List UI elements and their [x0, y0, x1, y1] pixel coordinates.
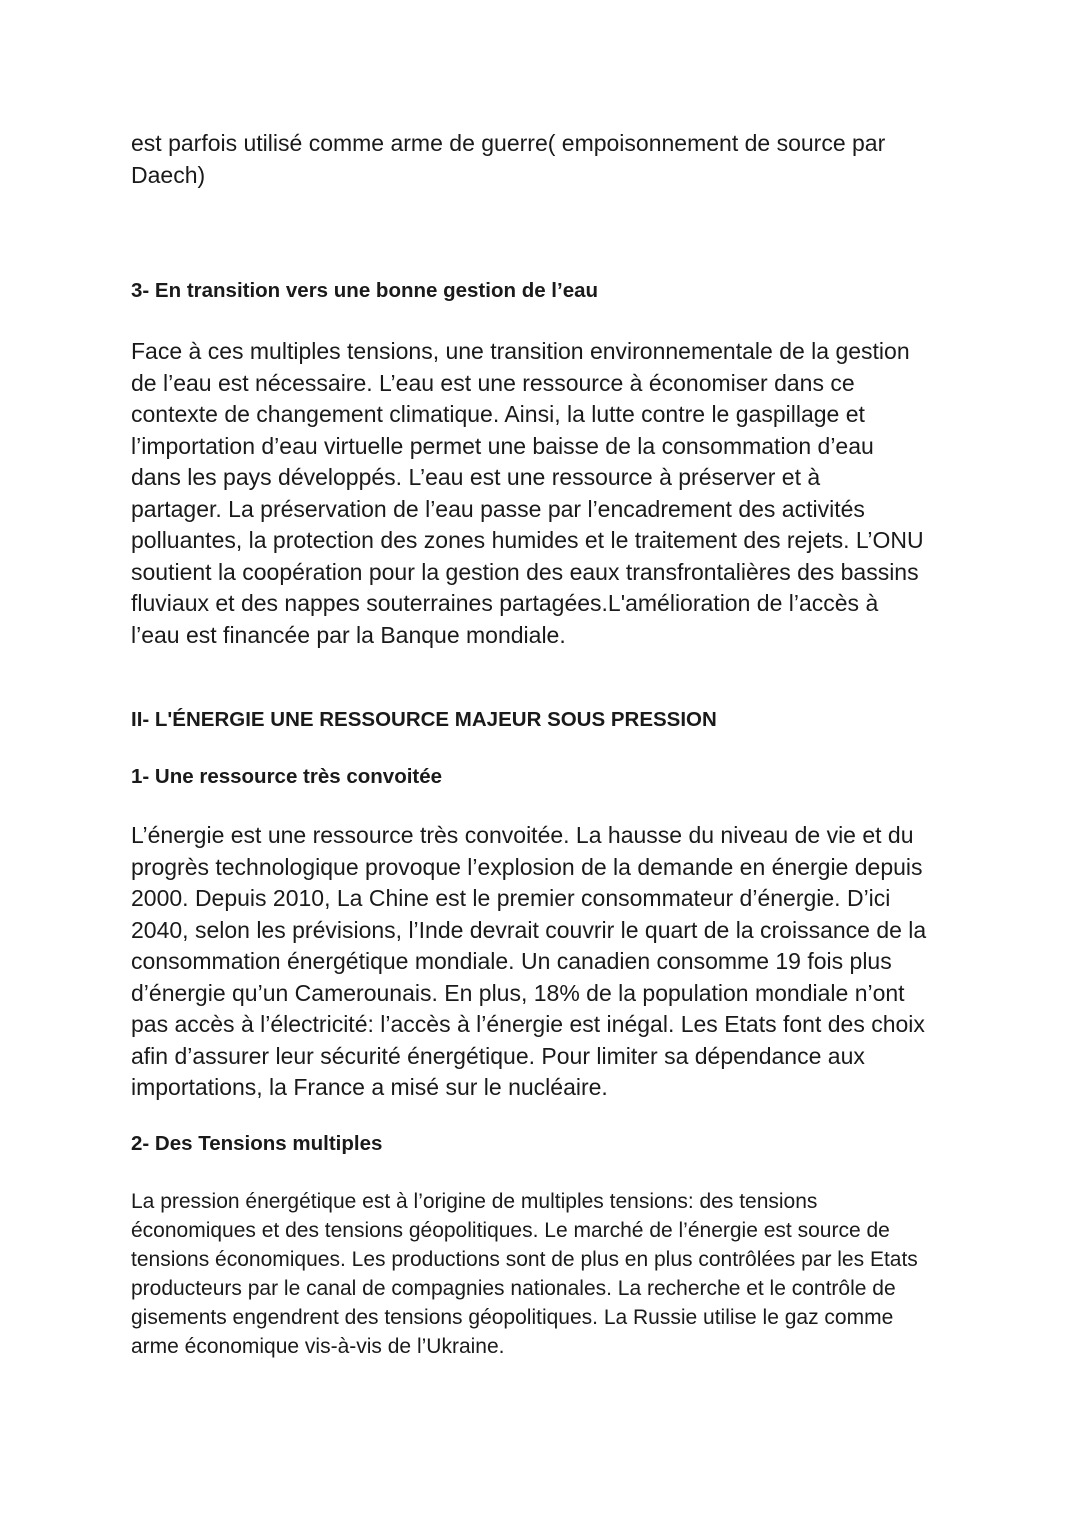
multiple-tensions-paragraph: [131, 1187, 961, 1361]
part-heading-energy: II- L'ÉNERGIE UNE RESSOURCE MAJEUR SOUS PRESSION: [131, 708, 717, 731]
paragraph-line: gisements engendrent des tensions géopolitiques. La Russie utilise le gaz comme: [131, 1306, 894, 1329]
paragraph-line: arme économique vis-à-vis de l’Ukraine.: [131, 1335, 505, 1358]
paragraph-line: tensions économiques. Les productions sont de plus en plus contrôlées par les Etats: [131, 1248, 918, 1271]
paragraph-line: l’eau est financée par la Banque mondiale.: [131, 621, 566, 648]
paragraph-line: fluviaux et des nappes souterraines partagées.L'amélioration de l’accès à: [131, 590, 879, 616]
section-heading-multiple-tensions: 2- Des Tensions multiples: [131, 1132, 383, 1155]
paragraph-line: Daech): [131, 161, 206, 188]
paragraph-line: dans les pays développés. L’eau est une ressource à préserver et à: [131, 464, 821, 490]
paragraph-line: consommation énergétique mondiale. Un canadien consomme 19 fois plus: [131, 948, 892, 974]
paragraph-line: producteurs par le canal de compagnies nationales. La recherche et le contrôle de: [131, 1277, 896, 1300]
paragraph-line: Face à ces multiples tensions, une transition environnementale de la gestion: [131, 338, 910, 364]
paragraph-line: économiques et des tensions géopolitiques. Le marché de l’énergie est source de: [131, 1219, 890, 1242]
paragraph-line: importations, la France a misé sur le nucléaire.: [131, 1074, 608, 1100]
paragraph-line: partager. La préservation de l’eau passe par l’encadrement des activités: [131, 495, 865, 522]
paragraph-line: soutient la coopération pour la gestion des eaux transfrontalières des bassins: [131, 558, 919, 585]
intro-paragraph: [131, 128, 961, 191]
coveted-resource-paragraph: [131, 820, 961, 1104]
paragraph-line: progrès technologique provoque l’explosion de la demande en énergie depuis: [131, 853, 923, 880]
paragraph-line: afin d’assurer leur sécurité énergétique. Pour limiter sa dépendance aux: [131, 1042, 865, 1069]
paragraph-line: de l’eau est nécessaire. L’eau est une ressource à économiser dans ce: [131, 369, 855, 396]
paragraph-line: 2000. Depuis 2010, La Chine est le premier consommateur d’énergie. D’ici: [131, 885, 891, 911]
paragraph-line: polluantes, la protection des zones humides et le traitement des rejets. L’ONU: [131, 527, 924, 553]
paragraph-line: 2040, selon les prévisions, l’Inde devrait couvrir le quart de la croissance de la: [131, 916, 927, 943]
section-heading-coveted-resource: 1- Une ressource très convoitée: [131, 765, 443, 788]
section-heading-water-transition: 3- En transition vers une bonne gestion de l’eau: [131, 279, 599, 302]
paragraph-line: d’énergie qu’un Camerounais. En plus, 18% de la population mondiale n’ont: [131, 979, 905, 1006]
paragraph-line: pas accès à l’électricité: l’accès à l’énergie est inégal. Les Etats font des choix: [131, 1011, 925, 1037]
paragraph-line: La pression énergétique est à l’origine de multiples tensions: des tensions: [131, 1190, 818, 1213]
paragraph-line: contexte de changement climatique. Ainsi, la lutte contre le gaspillage et: [131, 401, 865, 427]
paragraph-line: L’énergie est une ressource très convoitée. La hausse du niveau de vie et du: [131, 822, 914, 848]
paragraph-line: l’importation d’eau virtuelle permet une baisse de la consommation d’eau: [131, 432, 874, 459]
paragraph-line: est parfois utilisé comme arme de guerre( empoisonnement de source par: [131, 130, 886, 156]
water-transition-paragraph: [131, 336, 961, 651]
